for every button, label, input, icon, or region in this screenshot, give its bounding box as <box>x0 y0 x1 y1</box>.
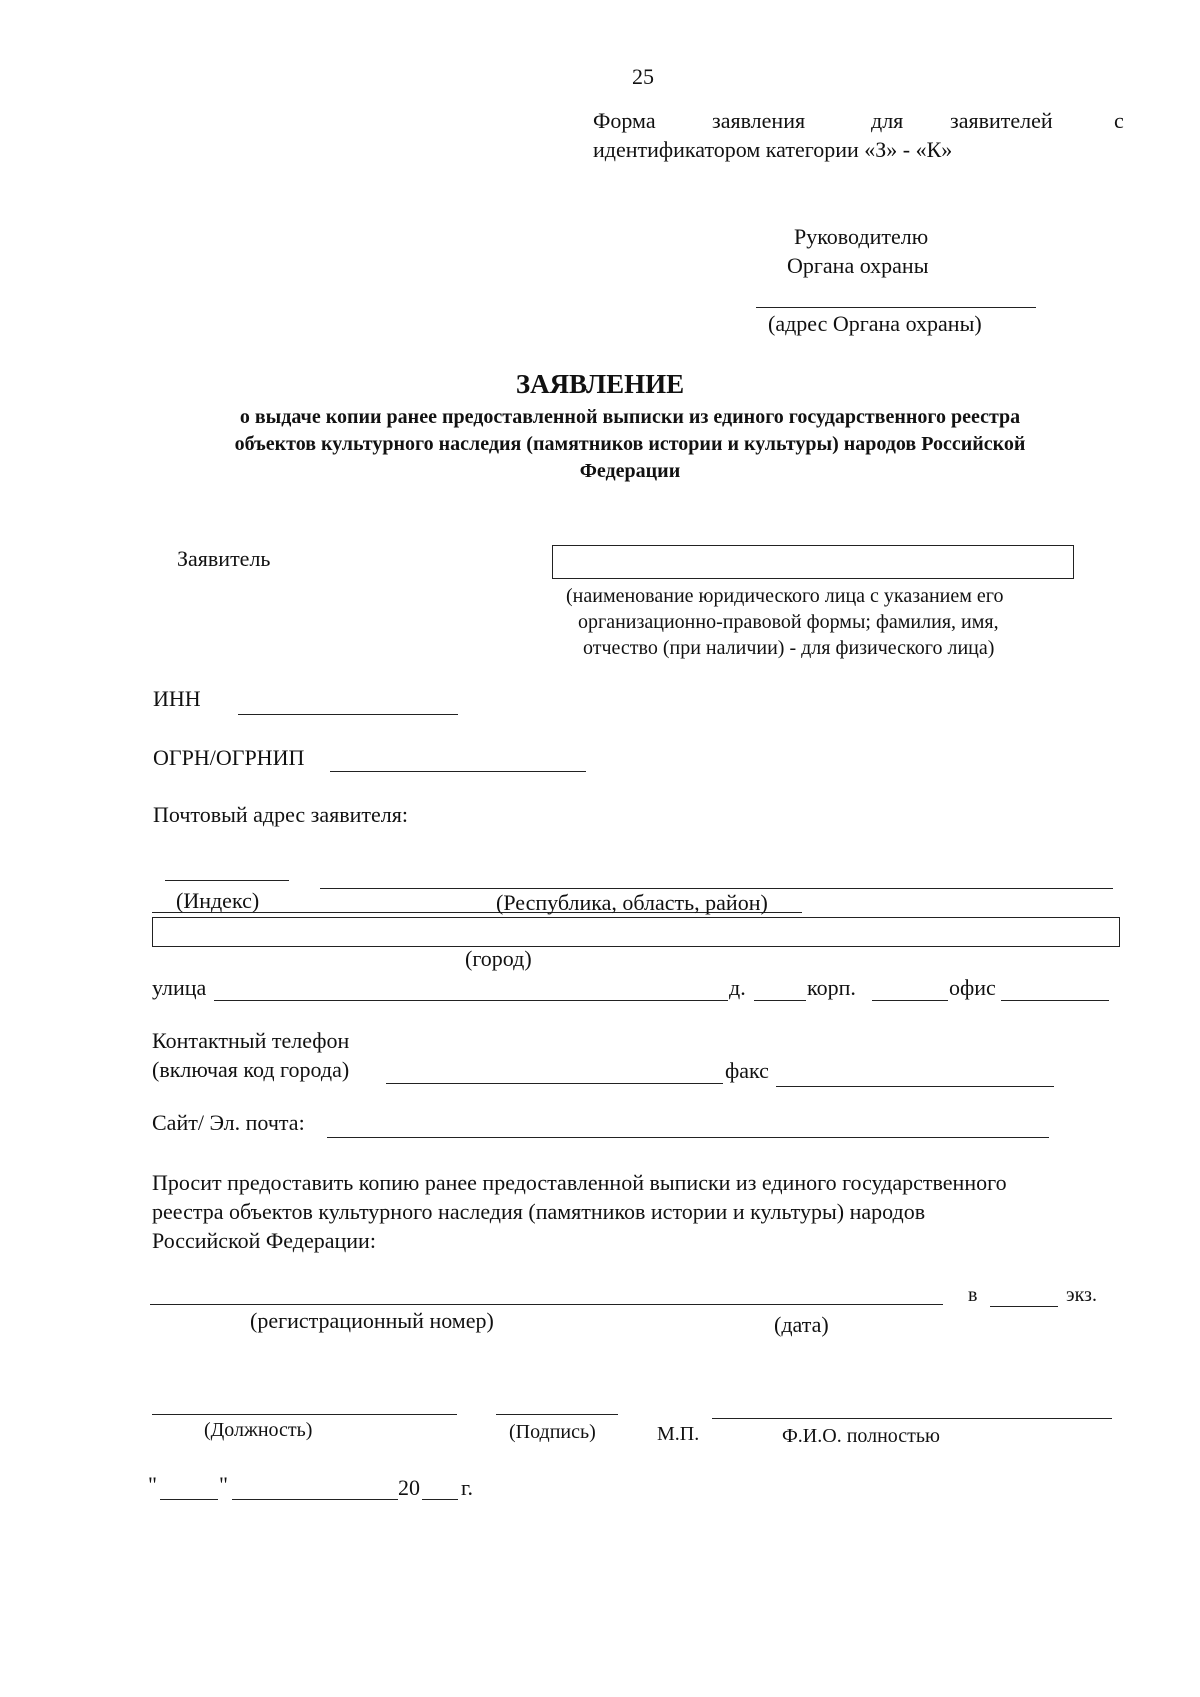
subtitle-line-1: о выдаче копии ранее предоставленной выписки из единого государственного реестра <box>239 406 1021 428</box>
postal-address-label: Почтовый адрес заявителя: <box>153 802 409 827</box>
region-field-line[interactable] <box>320 888 1113 889</box>
region-caption: (Республика, область, район) <box>496 890 768 915</box>
ogrn-label: ОГРН/ОГРНИП <box>153 745 305 770</box>
office-label: офис <box>949 975 996 1000</box>
registration-number-date-line[interactable] <box>150 1304 943 1305</box>
request-line-2: реестра объектов культурного наследия (памятников истории и культуры) народов <box>152 1199 926 1224</box>
recipient-address-line[interactable] <box>756 307 1036 308</box>
applicant-caption-line-3: отчество (при наличии) - для физического лица) <box>583 637 995 659</box>
form-note-line-2: идентификатором категории «З» - «К» <box>593 137 953 162</box>
phone-label-line-1: Контактный телефон <box>152 1028 350 1053</box>
applicant-label: Заявитель <box>177 546 271 571</box>
form-note-word-4: заявителей <box>950 108 1053 133</box>
index-field-line[interactable] <box>165 880 289 881</box>
fio-caption: Ф.И.О. полностью <box>782 1425 940 1447</box>
request-line-3: Российской Федерации: <box>152 1228 376 1253</box>
subtitle-line-3: Федерации <box>579 460 681 482</box>
signature-caption: (Подпись) <box>509 1421 596 1443</box>
date-year-field-line[interactable] <box>422 1499 458 1500</box>
form-note-word-3: для <box>871 108 904 133</box>
city-caption: (город) <box>465 946 532 971</box>
form-note-word-1: Форма <box>593 108 656 133</box>
date-month-field-line[interactable] <box>232 1499 398 1500</box>
copies-field-line[interactable] <box>990 1306 1058 1307</box>
ogrn-field-line[interactable] <box>330 771 586 772</box>
site-email-field-line[interactable] <box>327 1137 1049 1138</box>
applicant-caption-line-1: (наименование юридического лица с указанием его <box>566 585 1004 607</box>
date-year-prefix: 20 <box>398 1475 420 1500</box>
copies-in-label: в <box>968 1284 978 1306</box>
date-quote-close: " <box>219 1472 228 1497</box>
building-label: корп. <box>807 975 856 1000</box>
position-caption: (Должность) <box>204 1419 313 1441</box>
position-field-line[interactable] <box>152 1414 457 1415</box>
inn-label: ИНН <box>153 686 201 711</box>
fio-field-line[interactable] <box>712 1418 1112 1419</box>
applicant-name-field[interactable] <box>552 545 1074 579</box>
street-label: улица <box>152 975 207 1000</box>
date-year-suffix: г. <box>461 1475 474 1500</box>
phone-label-line-2: (включая код города) <box>152 1057 350 1082</box>
building-field-line[interactable] <box>872 1000 948 1001</box>
house-field-line[interactable] <box>754 1000 806 1001</box>
stamp-label: М.П. <box>657 1423 700 1445</box>
recipient-line-1: Руководителю <box>794 224 929 249</box>
index-caption: (Индекс) <box>176 888 260 913</box>
recipient-line-2: Органа охраны <box>787 253 929 278</box>
site-email-label: Сайт/ Эл. почта: <box>152 1110 305 1135</box>
request-line-1: Просит предоставить копию ранее предоставленной выписки из единого государственного <box>152 1170 1007 1195</box>
fax-label: факс <box>725 1058 769 1083</box>
city-field[interactable] <box>152 917 1120 947</box>
applicant-caption-line-2: организационно-правовой формы; фамилия, имя, <box>578 611 999 633</box>
form-note-word-5: с <box>1114 108 1124 133</box>
office-field-line[interactable] <box>1001 1000 1109 1001</box>
form-note-word-2: заявления <box>712 108 806 133</box>
document-title: ЗАЯВЛЕНИЕ <box>515 369 685 399</box>
inn-field-line[interactable] <box>238 714 458 715</box>
subtitle-line-2: объектов культурного наследия (памятников истории и культуры) народов Российской <box>234 433 1026 455</box>
date-day-field-line[interactable] <box>160 1499 218 1500</box>
fax-field-line[interactable] <box>776 1086 1054 1087</box>
registration-number-caption: (регистрационный номер) <box>250 1308 494 1333</box>
date-caption: (дата) <box>774 1312 829 1337</box>
street-field-line[interactable] <box>214 1000 728 1001</box>
phone-field-line[interactable] <box>386 1083 723 1084</box>
signature-field-line[interactable] <box>496 1414 618 1415</box>
date-quote-open: " <box>148 1472 157 1497</box>
recipient-address-caption: (адрес Органа охраны) <box>768 311 982 336</box>
page-number: 25 <box>632 64 654 89</box>
house-label: д. <box>729 975 746 1000</box>
copies-unit-label: экз. <box>1066 1284 1097 1306</box>
